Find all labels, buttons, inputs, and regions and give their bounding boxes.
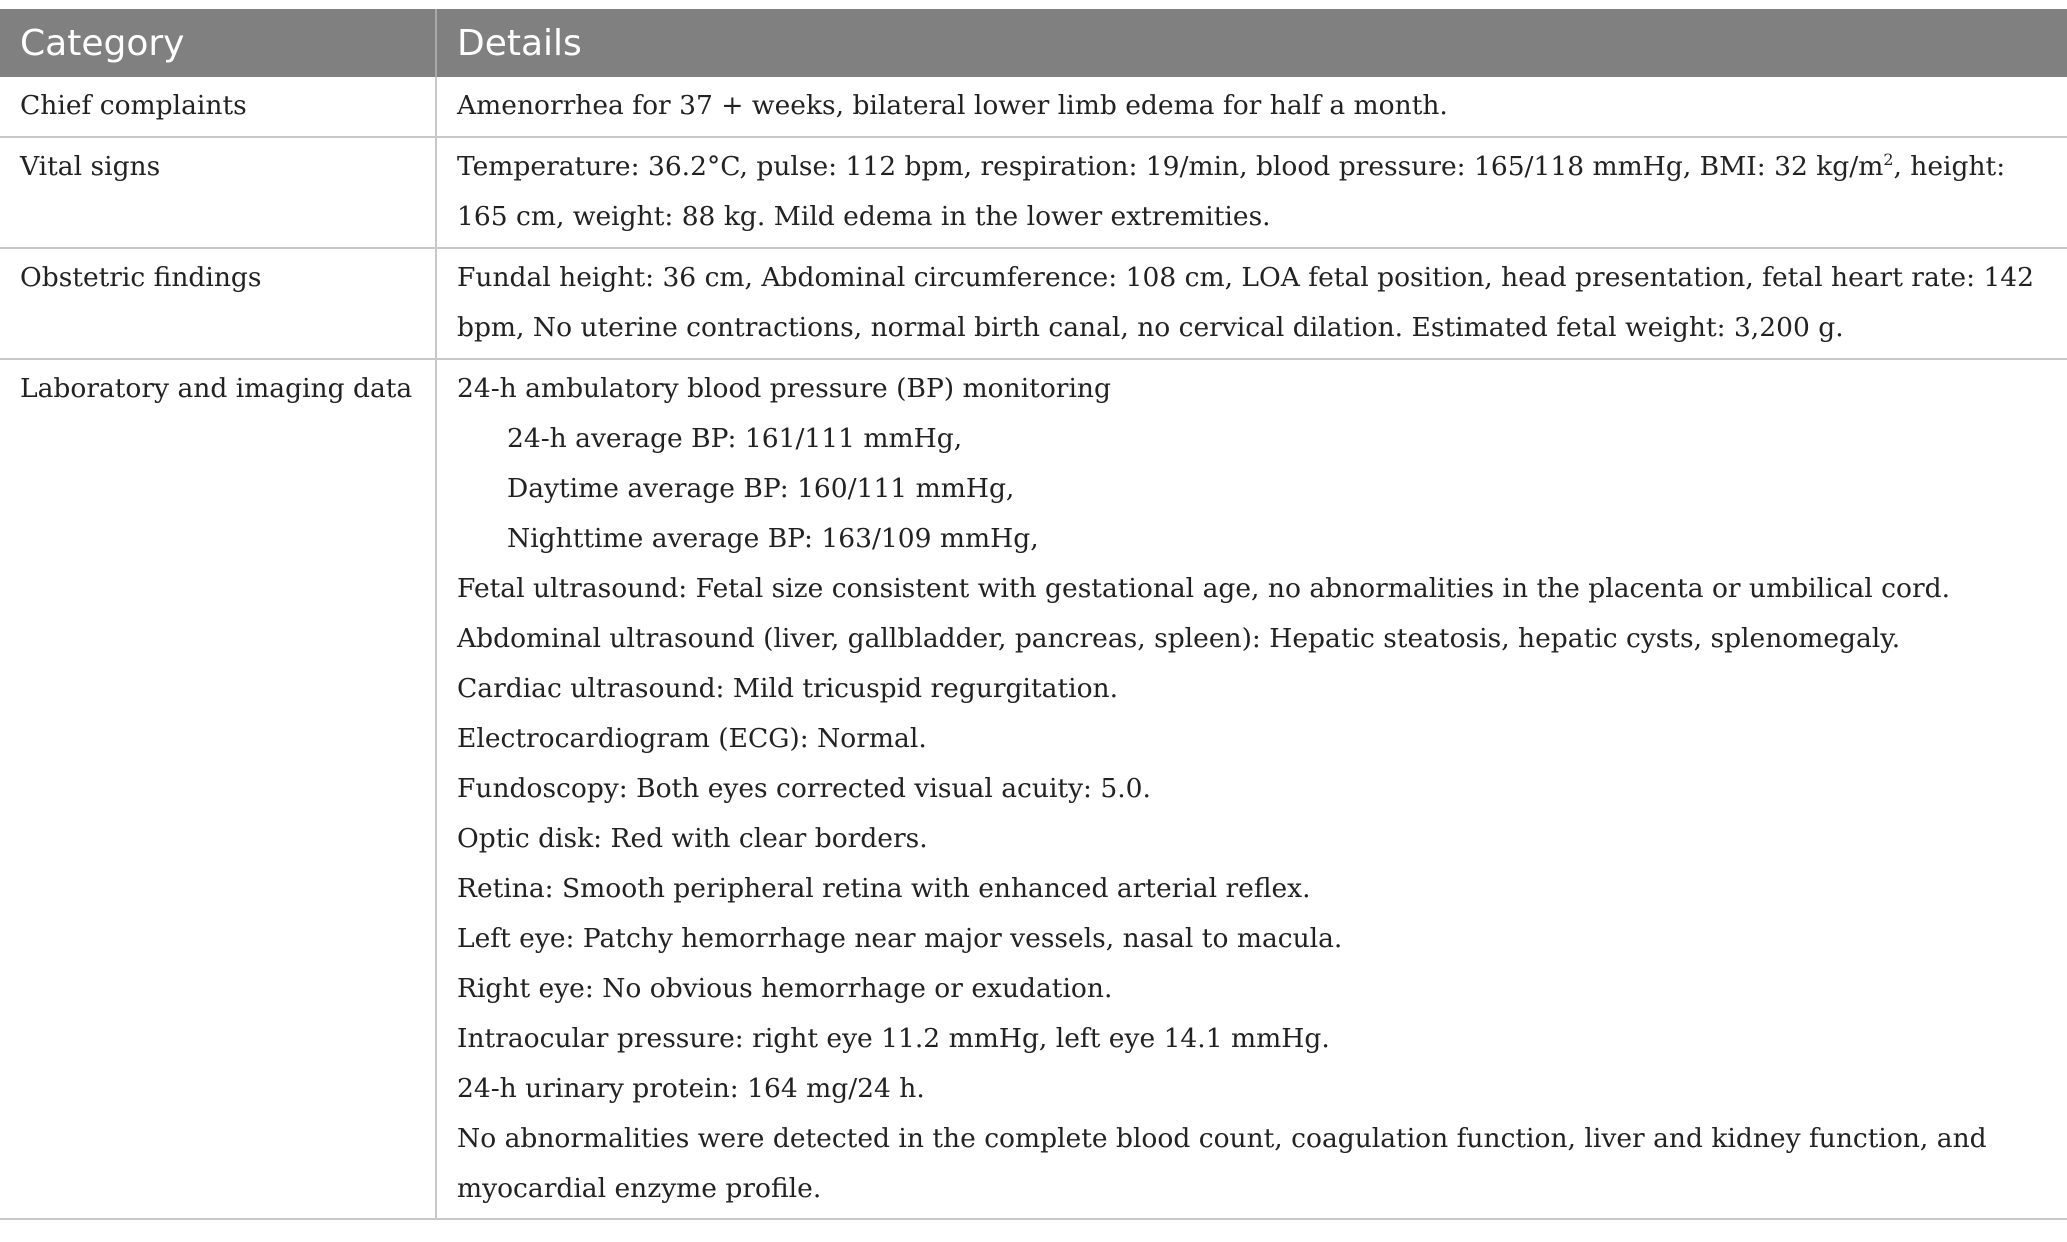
- table-row-obstetric-findings: [0, 248, 2067, 359]
- table-header-row: [0, 9, 2067, 77]
- details-line: No abnormalities were detected in the complete blood count, coagulation function, liver and kidney function, and myocardial enzyme profile.: [457, 1123, 1987, 1204]
- details-line: Right eye: No obvious hemorrhage or exudation.: [457, 973, 1113, 1004]
- details-line-indented: Nighttime average BP: 163/109 mmHg,: [507, 523, 1039, 554]
- details-cell: [436, 137, 2067, 248]
- vitals-superscript: 2: [1883, 150, 1894, 170]
- details-line-indented: 24-h average BP: 161/111 mmHg,: [507, 423, 963, 454]
- details-line-indented: Daytime average BP: 160/111 mmHg,: [507, 473, 1015, 504]
- details-line: Fundoscopy: Both eyes corrected visual acuity: 5.0.: [457, 773, 1151, 804]
- details-cell: [436, 359, 2067, 1219]
- details-line: Cardiac ultrasound: Mild tricuspid regurgitation.: [457, 673, 1119, 704]
- details-line: Optic disk: Red with clear borders.: [457, 823, 928, 854]
- header-category: Category: [0, 9, 436, 77]
- details-line: 24-h urinary protein: 164 mg/24 h.: [457, 1073, 925, 1104]
- details-line: Retina: Smooth peripheral retina with enhanced arterial reflex.: [457, 873, 1311, 904]
- details-line: Abdominal ultrasound (liver, gallbladder, pancreas, spleen): Hepatic steatosis, hepatic cysts, splenomegaly.: [457, 623, 1901, 654]
- details-line: 24-h ambulatory blood pressure (BP) monitoring: [457, 373, 1111, 404]
- details-line: Fundal height: 36 cm, Abdominal circumference: 108 cm, LOA fetal position, head presentation, fetal heart rate: 142 bpm, No uterine contractions, normal birth canal, no cervical dilation. Estimated fetal weight: 3,200 g.: [457, 262, 2035, 343]
- vitals-text-part1: Temperature: 36.2°C, pulse: 112 bpm, respiration: 19/min, blood pressure: 165/118 mmHg, BMI: 32 kg/m: [457, 151, 1884, 182]
- details-line: Electrocardiogram (ECG): Normal.: [457, 723, 927, 754]
- details-line: Left eye: Patchy hemorrhage near major vessels, nasal to macula.: [457, 923, 1343, 954]
- category-cell: Chief complaints: [0, 77, 436, 137]
- category-cell: Obstetric findings: [0, 248, 436, 359]
- header-details: Details: [436, 9, 2067, 77]
- details-line: Amenorrhea for 37 + weeks, bilateral lower limb edema for half a month.: [457, 90, 1448, 121]
- table-row-laboratory-imaging: [0, 359, 2067, 1219]
- clinical-data-table-container: [0, 9, 2067, 1220]
- details-line: Intraocular pressure: right eye 11.2 mmHg, left eye 14.1 mmHg.: [457, 1023, 1330, 1054]
- category-cell: Laboratory and imaging data: [0, 359, 436, 1219]
- details-cell: [436, 77, 2067, 137]
- vitals-text-part2: , height: 165 cm, weight: 88 kg. Mild edema in the lower extremities.: [457, 151, 2006, 232]
- category-cell: Vital signs: [0, 137, 436, 248]
- table-row-vital-signs: [0, 137, 2067, 248]
- clinical-data-table: [0, 9, 2067, 1220]
- table-row-chief-complaints: [0, 77, 2067, 137]
- details-line: Fetal ultrasound: Fetal size consistent with gestational age, no abnormalities in the placenta or umbilical cord.: [457, 573, 1950, 604]
- details-cell: [436, 248, 2067, 359]
